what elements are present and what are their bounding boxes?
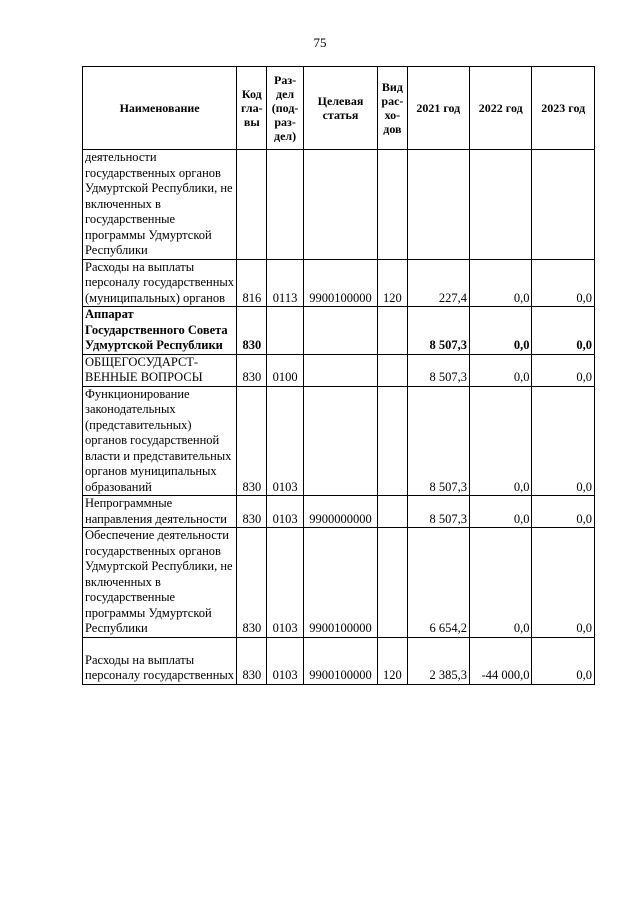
header-target: Целевая статья [303,67,378,150]
table-row [83,307,595,355]
row-2021: 8 507,3 [407,354,469,386]
header-row [83,67,595,150]
row-chapter: 830 [237,528,267,638]
row-name: Обеспечение деятельности государственных органов Удмуртской Республики, не включенных в государственные программы Удмуртской Республики [83,528,237,638]
row-2023: 0,0 [532,386,595,496]
row-target: 9900000000 [303,496,378,528]
row-2023 [532,150,595,260]
row-expense-type: 120 [378,637,407,684]
row-name: ОБЩЕГОСУДАРСТ-ВЕННЫЕ ВОПРОСЫ [83,354,237,386]
row-name: Функционирование законодательных (представительных) органов государственной власти и представительных органов муниципальных образований [83,386,237,496]
row-target: 9900100000 [303,637,378,684]
header-2021: 2021 год [407,67,469,150]
table-row [83,354,595,386]
table-row [83,259,595,307]
row-2021: 8 507,3 [407,307,469,355]
row-section: 0100 [267,354,303,386]
row-section: 0113 [267,259,303,307]
row-2022: 0,0 [470,259,532,307]
row-target [303,150,378,260]
row-name: Аппарат Государственного Совета Удмуртской Республики [83,307,237,355]
row-expense-type [378,307,407,355]
table-row [83,150,595,260]
row-2022: 0,0 [470,496,532,528]
row-target: 9900100000 [303,259,378,307]
row-2021: 2 385,3 [407,637,469,684]
row-2021: 8 507,3 [407,496,469,528]
row-expense-type [378,150,407,260]
row-expense-type [378,386,407,496]
row-section: 0103 [267,496,303,528]
row-chapter: 830 [237,307,267,355]
table-row [83,528,595,638]
row-section: 0103 [267,386,303,496]
row-2022 [470,150,532,260]
header-section: Раз-дел (под-раз-дел) [267,67,303,150]
row-expense-type: 120 [378,259,407,307]
row-target [303,386,378,496]
row-2022: 0,0 [470,354,532,386]
row-2022: 0,0 [470,528,532,638]
row-section [267,307,303,355]
row-chapter: 816 [237,259,267,307]
row-name: Расходы на выплаты персоналу государственных (муниципальных) органов [83,259,237,307]
row-section: 0103 [267,528,303,638]
row-chapter [237,150,267,260]
row-2021 [407,150,469,260]
header-expense-type: Вид рас-хо-дов [378,67,407,150]
row-name: Расходы на выплаты персоналу государственных [83,637,237,684]
row-chapter: 830 [237,496,267,528]
row-2023: 0,0 [532,637,595,684]
row-2023: 0,0 [532,307,595,355]
row-target [303,354,378,386]
row-2023: 0,0 [532,259,595,307]
table-row [83,386,595,496]
row-2023: 0,0 [532,354,595,386]
row-name: Непрограммные направления деятельности [83,496,237,528]
row-2021: 6 654,2 [407,528,469,638]
row-expense-type [378,354,407,386]
row-target [303,307,378,355]
table-row [83,637,595,684]
header-2022: 2022 год [470,67,532,150]
table-row [83,496,595,528]
row-expense-type [378,528,407,638]
row-target: 9900100000 [303,528,378,638]
row-2023: 0,0 [532,496,595,528]
page-number: 75 [313,35,327,50]
row-2022: 0,0 [470,386,532,496]
row-name: деятельности государственных органов Удмуртской Республики, не включенных в государственные программы Удмуртской Республики [83,150,237,260]
row-section: 0103 [267,637,303,684]
row-2021: 227,4 [407,259,469,307]
row-2022: -44 000,0 [470,637,532,684]
budget-table [82,66,595,685]
header-name: Наименование [83,67,237,150]
row-2021: 8 507,3 [407,386,469,496]
row-expense-type [378,496,407,528]
row-chapter: 830 [237,637,267,684]
row-2023: 0,0 [532,528,595,638]
header-2023: 2023 год [532,67,595,150]
header-chapter: Код гла-вы [237,67,267,150]
row-chapter: 830 [237,354,267,386]
row-2022: 0,0 [470,307,532,355]
row-chapter: 830 [237,386,267,496]
row-section [267,150,303,260]
